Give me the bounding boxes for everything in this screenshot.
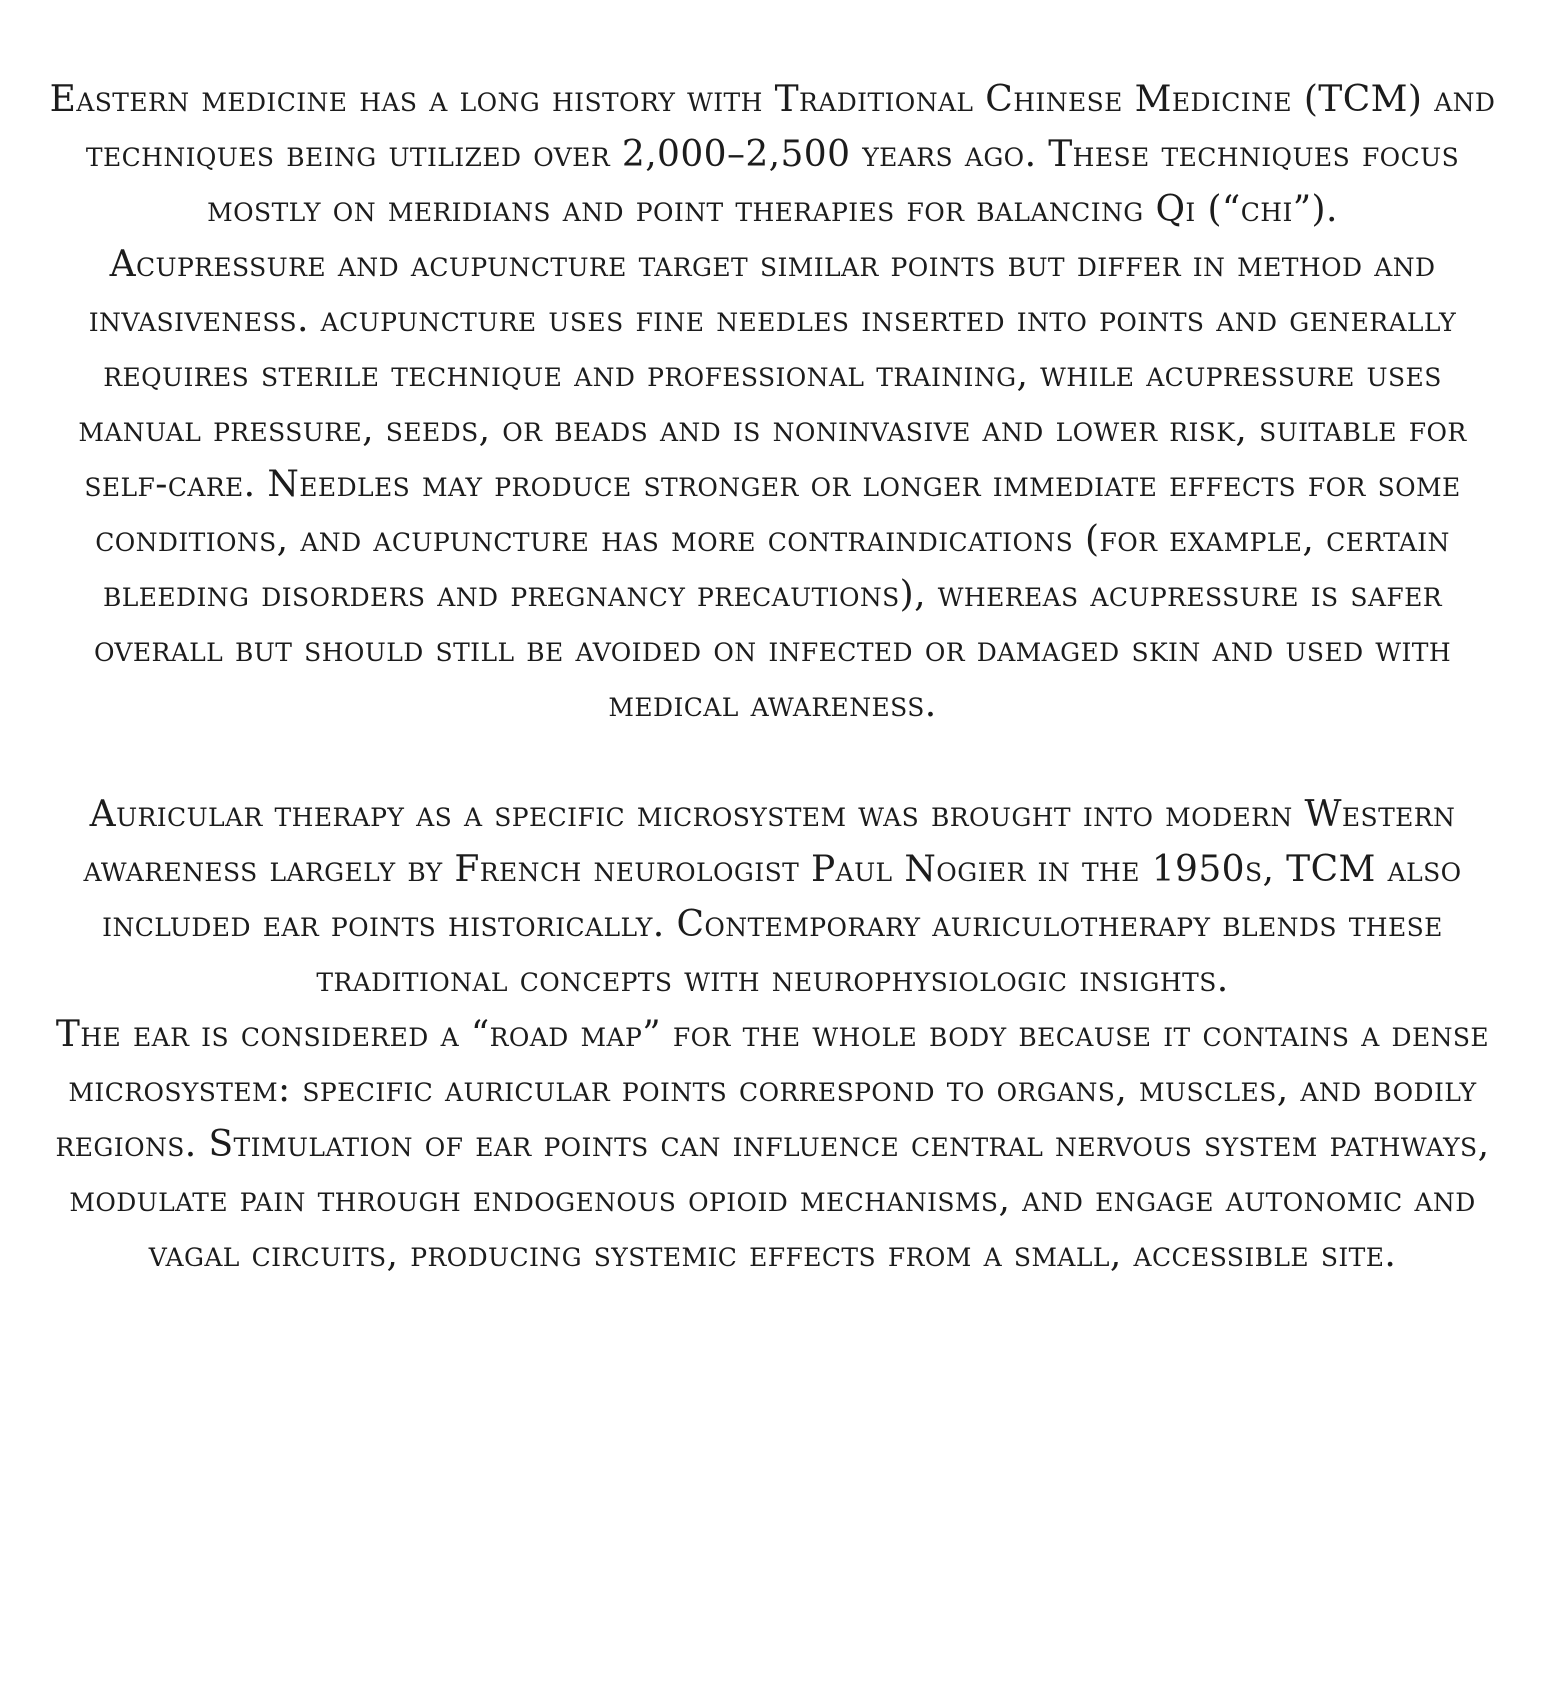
paragraph-acupressure-acupuncture: Acupressure and acupuncture target similar points but differ in method and invasiveness. acupuncture uses fine needles inserted into points and generally requires sterile technique and professional training, while acupressure uses manual pressure, seeds, or beads and is noninvasive and lower risk, suitable for self-care. Needles may produce stronger or longer immediate effects for some conditions, and acupuncture has more contraindications (for example, certain bleeding disorders and pregnancy precautions), whereas acupressure is safer overall but should still be avoided on infected or damaged skin and used with medical awareness. (78, 244, 1467, 725)
paragraph-auricular-therapy: Auricular therapy as a specific microsystem was brought into modern Western awareness largely by French neurologist Paul Nogier in the 1950s, TCM also included ear points historically. Contemporary auriculotherapy blends these traditional concepts with neurophysiologic insights. (83, 794, 1462, 1000)
paragraph-spacer (40, 732, 1505, 787)
paragraph-tcm-history: Eastern medicine has a long history with Traditional Chinese Medicine (TCM) and techniques being utilized over 2,000–2,500 years ago. These techniques focus mostly on meridians and point therapies for balancing Qi (“chi”). (49, 79, 1496, 230)
paragraph-ear-road-map: The ear is considered a “road map” for the whole body because it contains a dense microsystem: specific auricular points correspond to organs, muscles, and bodily regions. Stimulation of ear points can influence central nervous system pathways, modulate pain through endogenous opioid mechanisms, and engage autonomic and vagal circuits, producing systemic effects from a small, accessible site. (55, 1014, 1490, 1275)
